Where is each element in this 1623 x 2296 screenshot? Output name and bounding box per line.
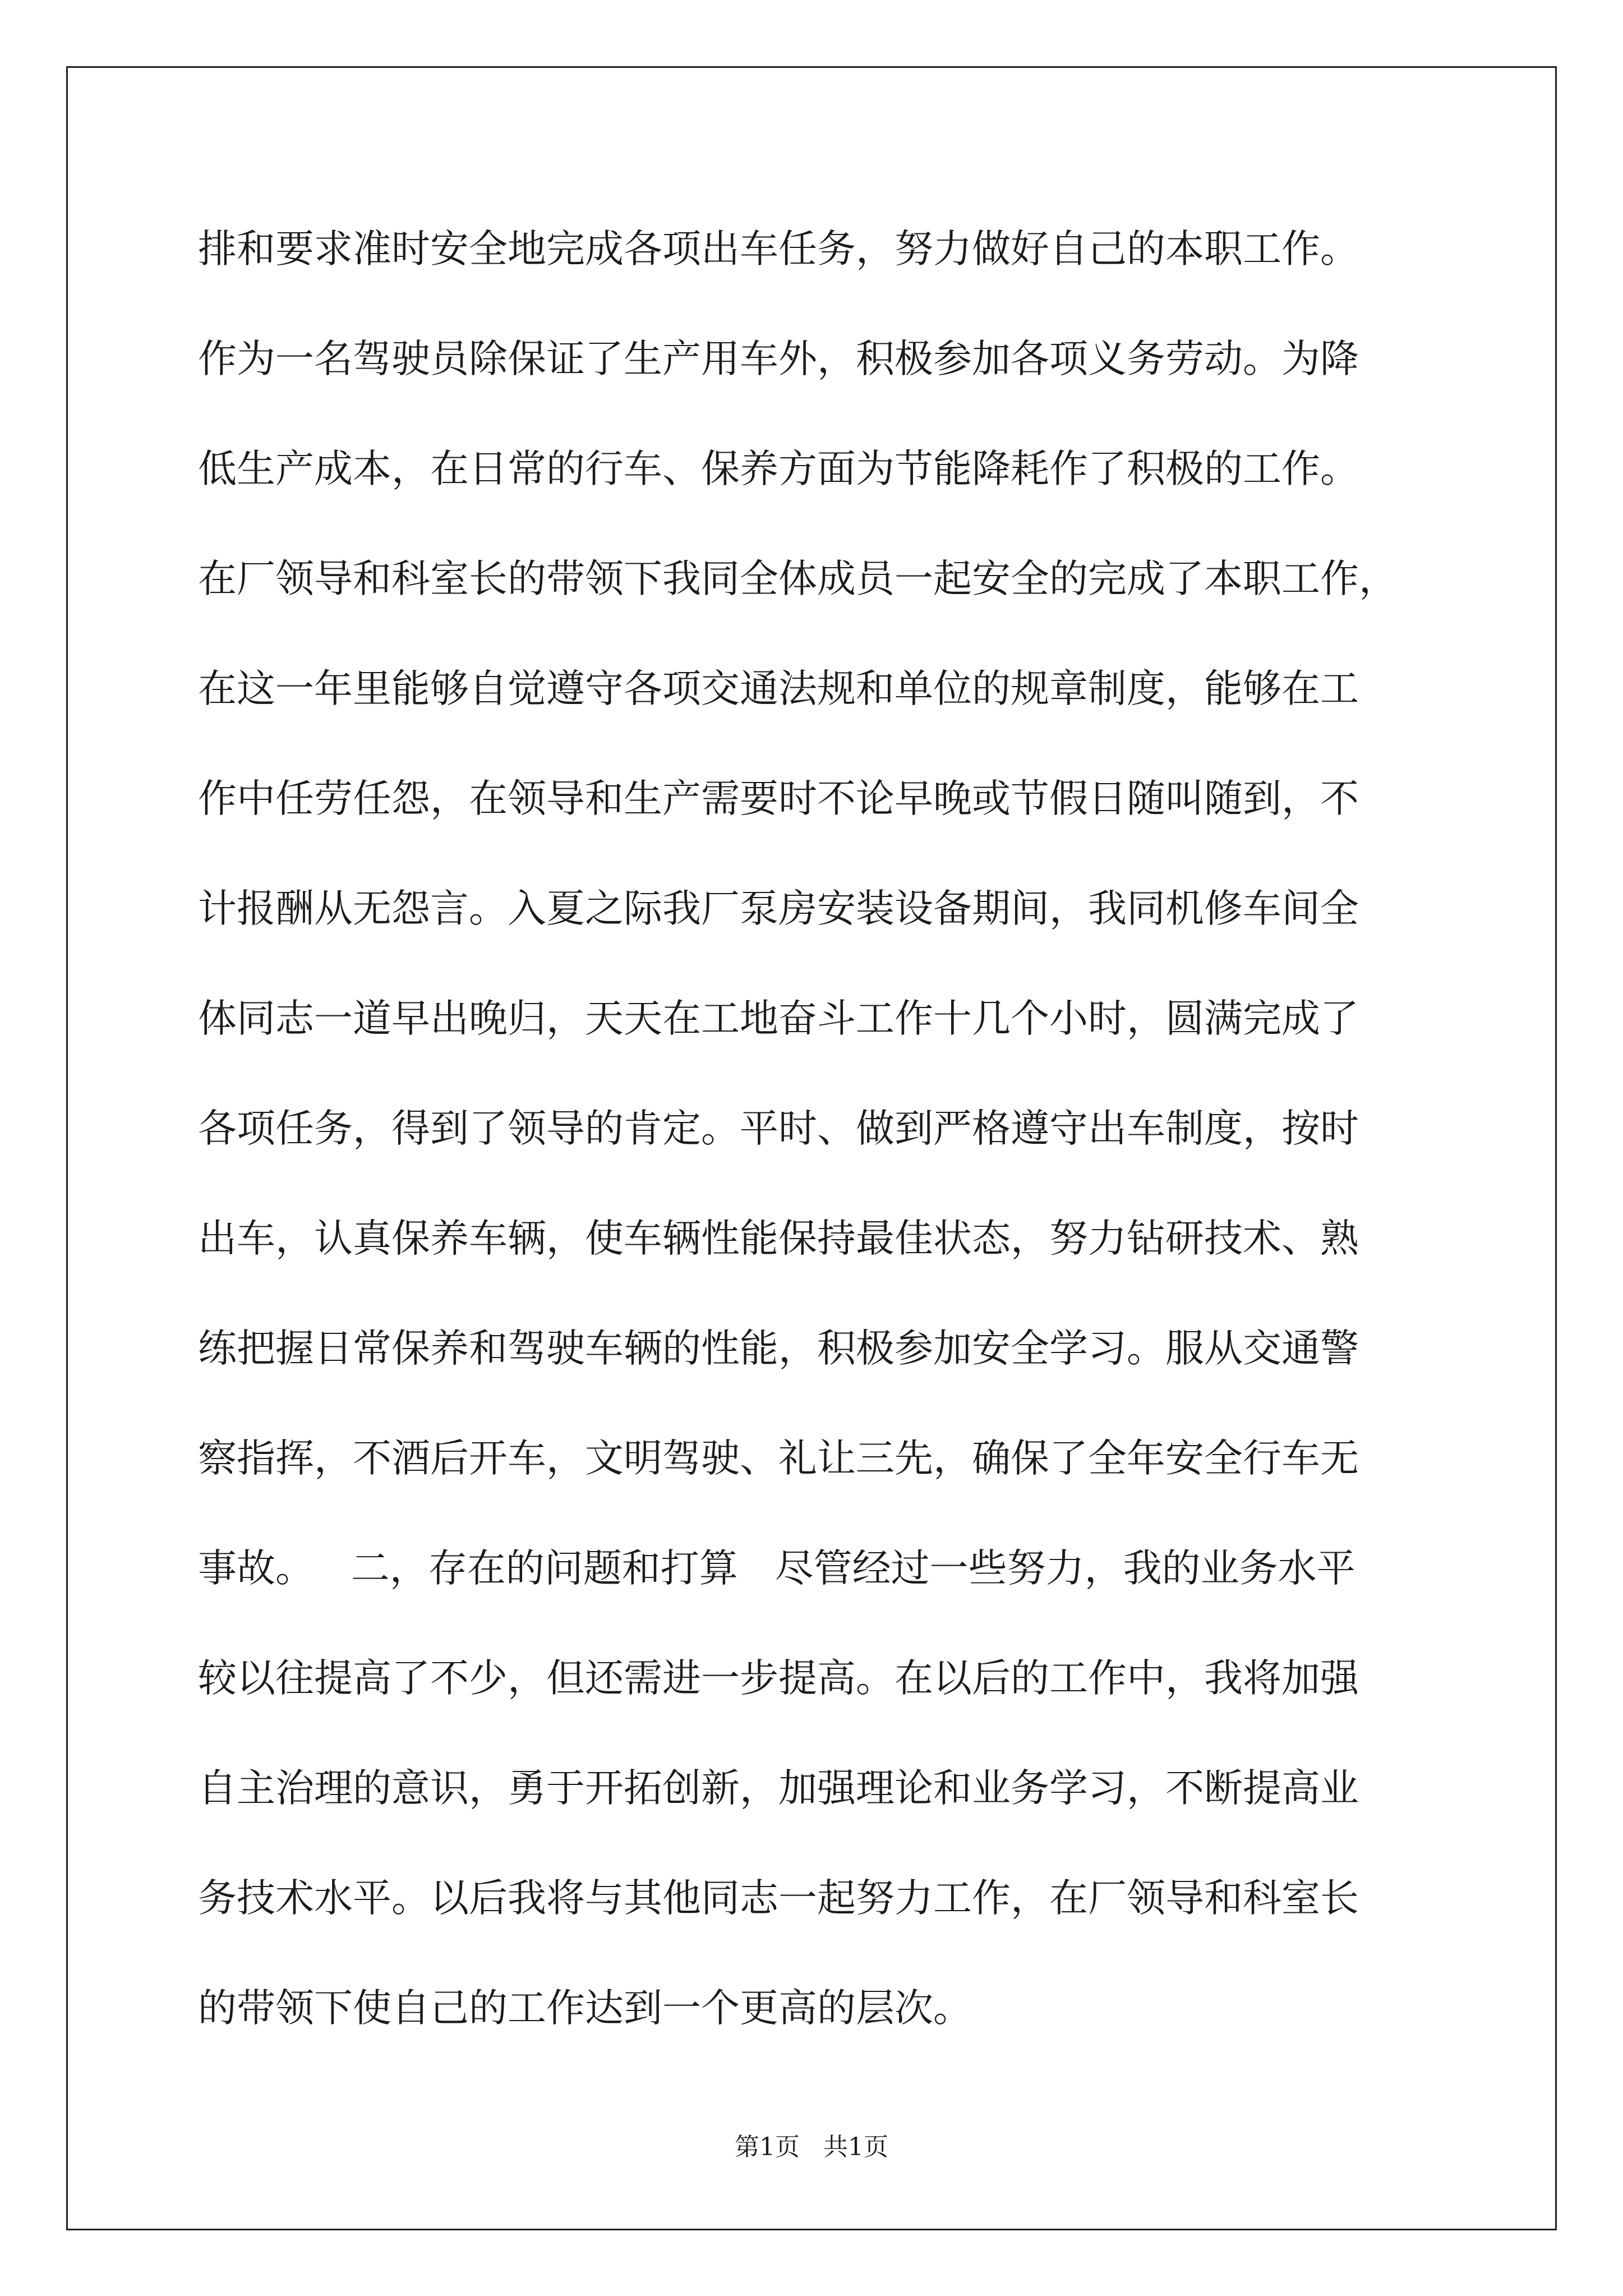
text-line: 计报酬从无怨言。入夏之际我厂泵房安装设备期间，我同机修车间全 [198, 886, 1359, 931]
text-line: 体同志一道早出晚归，天天在工地奋斗工作十几个小时，圆满完成了 [198, 996, 1359, 1041]
text-line: 作中任劳任怨，在领导和生产需要时不论早晚或节假日随叫随到，不 [198, 776, 1359, 821]
text-line: 在厂领导和科室长的带领下我同全体成员一起安全的完成了本职工作， [198, 556, 1398, 601]
text-line: 作为一名驾驶员除保证了生产用车外，积极参加各项义务劳动。为降 [198, 337, 1359, 381]
body-text [198, 210, 1432, 2079]
text-line: 察指挥，不酒后开车，文明驾驶、礼让三先，确保了全年安全行车无 [198, 1436, 1359, 1481]
text-line: 练把握日常保养和驾驶车辆的性能，积极参加安全学习。服从交通警 [198, 1326, 1359, 1371]
page-number-footer: 第1页 共1页 [735, 2133, 888, 2161]
text-line: 事故。 二，存在的问题和打算 尽管经过一些努力，我的业务水平 [198, 1546, 1355, 1591]
text-line: 较以往提高了不少，但还需进一步提高。在以后的工作中，我将加强 [198, 1656, 1359, 1701]
text-line: 低生产成本，在日常的行车、保养方面为节能降耗作了积极的工作。 [198, 447, 1359, 491]
text-line: 的带领下使自己的工作达到一个更高的层次。 [198, 1986, 972, 2031]
text-line: 各项任务，得到了领导的肯定。平时、做到严格遵守出车制度，按时 [198, 1106, 1359, 1151]
text-line: 出车，认真保养车辆，使车辆性能保持最佳状态，努力钻研技术、熟 [198, 1216, 1359, 1261]
text-line: 务技术水平。以后我将与其他同志一起努力工作，在厂领导和科室长 [198, 1876, 1359, 1921]
text-line: 排和要求准时安全地完成各项出车任务，努力做好自己的本职工作。 [198, 227, 1359, 272]
text-line: 自主治理的意识，勇于开拓创新，加强理论和业务学习，不断提高业 [198, 1766, 1359, 1811]
text-line: 在这一年里能够自觉遵守各项交通法规和单位的规章制度，能够在工 [198, 666, 1359, 711]
